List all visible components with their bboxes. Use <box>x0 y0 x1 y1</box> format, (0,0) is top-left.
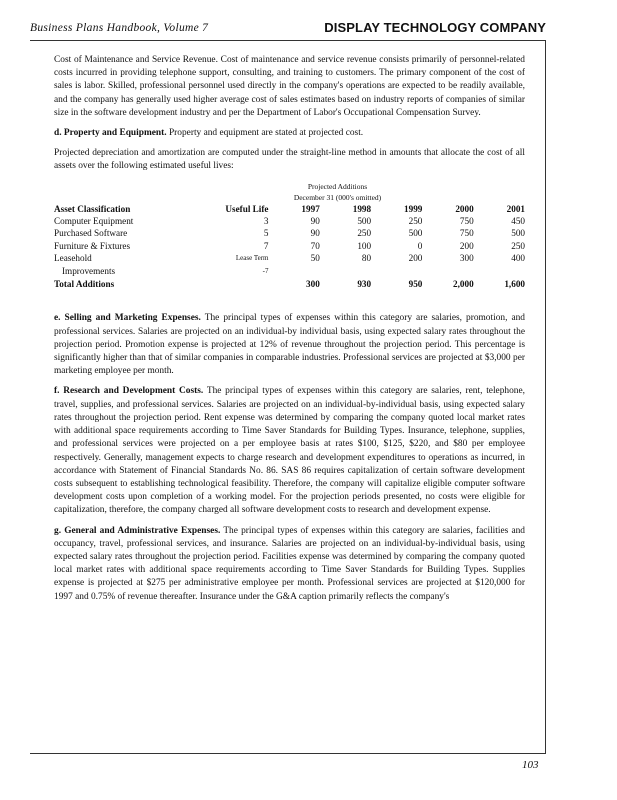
useful-life: 7 <box>263 240 269 251</box>
header-2001: 2001 <box>506 203 525 214</box>
asset-name: Furniture & Fixtures <box>54 240 131 251</box>
page-body <box>54 54 525 611</box>
value-1999: 0 <box>417 240 423 251</box>
general-heading: g. General and Administrative Expenses. <box>54 525 221 536</box>
value-2001: 250 <box>511 240 525 251</box>
table-header-row <box>54 203 525 215</box>
table-row <box>54 240 525 252</box>
page-number: 103 <box>522 759 539 771</box>
useful-life: -7 <box>262 266 269 275</box>
value-2000: 300 <box>459 253 474 264</box>
header-asset-classification: Asset Classification <box>54 203 131 214</box>
table-projected-subtitle: December 31 (000's omitted) <box>293 192 382 202</box>
table-row <box>54 215 525 227</box>
value-1997: 70 <box>310 240 320 251</box>
value-1998: 250 <box>357 228 372 239</box>
selling-paragraph <box>54 312 525 378</box>
research-heading: f. Research and Development Costs. <box>54 386 204 397</box>
value-1997: 90 <box>310 216 320 227</box>
value-1999: 500 <box>408 228 423 239</box>
header-1999: 1999 <box>404 203 423 214</box>
total-1997: 300 <box>306 279 320 290</box>
asset-name: Improvements <box>62 265 116 276</box>
useful-life: 3 <box>263 216 269 227</box>
total-1998: 930 <box>357 279 372 290</box>
value-1999 <box>371 265 422 277</box>
asset-table <box>54 203 525 291</box>
cost-maintenance-paragraph: Cost of Maintenance and Service Revenue. Cost of maintenance and service revenue consists primarily of personnel-related costs incurred in providing telephone support, consulting, and training to customers. The primary component of the cost of sales is labor. Skilled, professional personnel used directly in the company's operations are expected to be readily available, and the company has generally used higher average cost of sales estimates based on industry reports of companies of similar size in the software development industry and per the Department of Labor's Occupational Compensation Survey. <box>54 55 525 118</box>
value-2001: 500 <box>511 228 525 239</box>
value-1999: 250 <box>408 216 423 227</box>
asset-name: Leasehold <box>54 253 92 264</box>
total-row <box>54 277 525 290</box>
header-1998: 1998 <box>352 203 372 214</box>
value-2000: 750 <box>459 216 474 227</box>
selling-heading: e. Selling and Marketing Expenses. <box>54 313 201 324</box>
research-paragraph <box>54 385 525 517</box>
table-row <box>54 265 525 277</box>
selling-text: The principal types of expenses within this category are salaries, promotion, and professional services. Salaries are projected on an individual-by individual basis, using expected salary rates throughout the projection period. Promotion expense is projected at 12% of revenue throughout the projection period. This percentage is significantly higher than that of similar companies in comparable industries. Professional services are projected at $3,000 per marketing employee per month. <box>54 313 525 377</box>
asset-table-block <box>54 181 525 291</box>
value-1998: 80 <box>361 253 372 264</box>
asset-name: Computer Equipment <box>54 216 134 227</box>
useful-life: 5 <box>263 228 269 239</box>
total-label: Total Additions <box>54 279 115 290</box>
value-2000 <box>422 265 473 277</box>
value-1997: 50 <box>310 253 320 264</box>
depreciation-paragraph: Projected depreciation and amortization are computed under the straight-line method in amounts that allocate the cost of all assets over the following estimated useful lives: <box>54 148 525 172</box>
header-useful-life: Useful Life <box>225 203 269 214</box>
table-row <box>54 252 525 264</box>
header-1997: 1997 <box>301 203 320 214</box>
table-projected-title: Projected Additions <box>307 181 368 191</box>
table-row <box>54 227 525 239</box>
header-2000: 2000 <box>455 203 474 214</box>
footer-rule <box>30 753 546 754</box>
total-2000: 2,000 <box>453 279 474 290</box>
value-1999: 200 <box>408 253 423 264</box>
margin-rule <box>545 40 546 753</box>
total-1999: 950 <box>408 279 423 290</box>
property-heading: d. Property and Equipment. <box>54 128 167 139</box>
value-2001: 450 <box>511 216 525 227</box>
total-life-blank <box>206 277 269 290</box>
general-paragraph <box>54 525 525 604</box>
asset-name: Purchased Software <box>54 228 128 239</box>
value-2000: 200 <box>459 240 474 251</box>
value-1998 <box>320 265 371 277</box>
value-2001: 400 <box>511 253 525 264</box>
general-text: The principal types of expenses within this category are salaries, facilities and occupancy, travel, professional services, and insurance. Salaries are projected on an individual-by-individual basis, using expected salary rates throughout the projection period. Facilities expense was determined by comparing the company quoted local market rates with additional space requirements according to Time Saver Standards for Building Types. Supplies expense is projected at $275 per administrative employee per month. Professional services are projected at $120,000 for 1997 and 0.75% of revenue thereafter. Insurance under the G&A caption primarily reflects the company's <box>54 525 525 602</box>
value-2001 <box>474 265 525 277</box>
value-1997 <box>269 265 320 277</box>
value-2000: 750 <box>459 228 474 239</box>
book-title: Business Plans Handbook, Volume 7 <box>30 22 209 34</box>
useful-life: Lease Term <box>235 254 269 263</box>
running-header <box>30 18 546 41</box>
total-2001: 1,600 <box>504 279 525 290</box>
value-1997: 90 <box>310 228 320 239</box>
company-name: DISPLAY TECHNOLOGY COMPANY <box>324 20 546 35</box>
value-1998: 500 <box>357 216 372 227</box>
property-text: Property and equipment are stated at projected cost. <box>166 128 364 139</box>
research-text: The principal types of expenses within this category are salaries, rent, telephone, travel, supplies, and professional services. Salaries are projected on an individual-by-individual basis, using expected salary rates throughout the projection period. Rent expense was determined by comparing the company quoted local market rates with additional space requirements according to Time Saver Standards for Building Types. Insurance, telephone, supplies, and professional services were projected on a per employee basis at rates $100, $125, $220, and $80 per employee respectively. Generally, management expects to charge research and development expenditures to operations as incurred, in accordance with Statement of Financial Standards No. 86. SAS 86 requires capitalization of certain software development costs subsequent to establishing technological feasibility. Therefore, the company will capitalize eligible computer software development costs upon completion of a working model. For the projection periods presented, no costs were eligible for capitalization, therefore, the company charged all software development costs to research and development expense. <box>54 386 525 516</box>
property-paragraph <box>54 127 525 140</box>
value-1998: 100 <box>357 240 372 251</box>
